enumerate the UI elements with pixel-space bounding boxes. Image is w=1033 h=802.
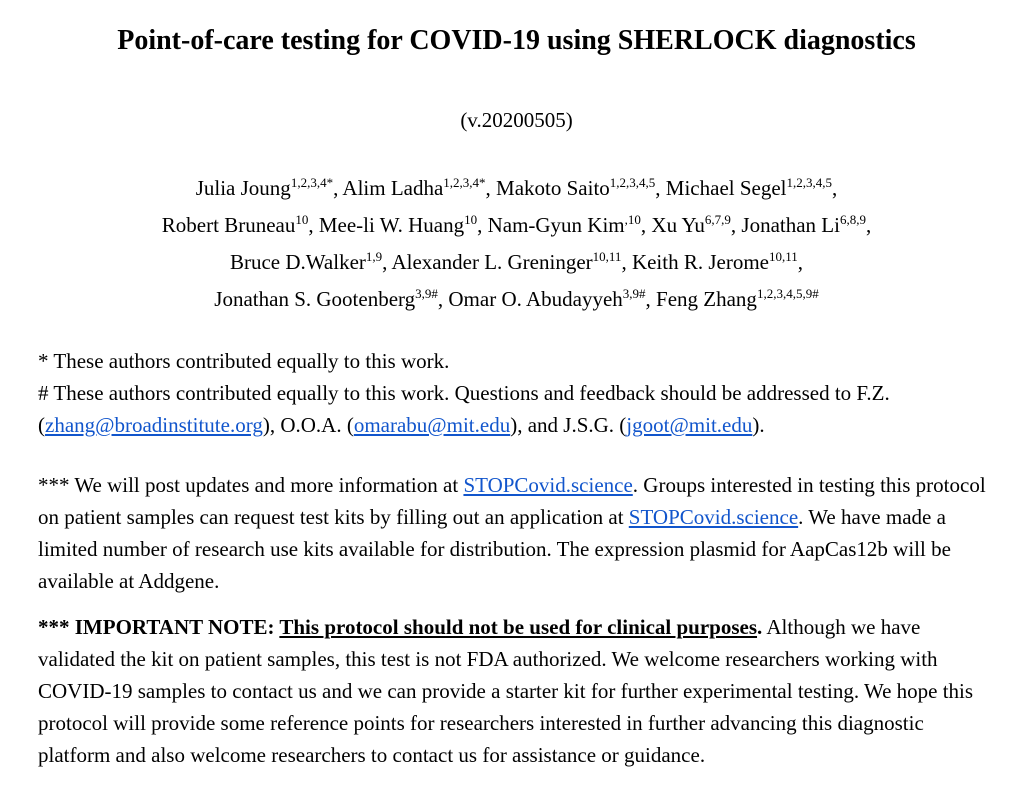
author-block <box>38 170 995 318</box>
author-affiliation-superscript: 1,2,3,4,5,9# <box>756 286 819 301</box>
text-run: . We have made a limited number of research use kits available for distribution. The expression plasmid for AapCas12b will be available at Addgene. <box>38 505 951 593</box>
author-line: Jonathan S. Gootenberg$^{3,9\#}$, Omar O. Abudayyeh$^{3,9\#}$, Feng Zhang$^{1,2,3,4,5,9\#}$ <box>214 286 819 311</box>
stopcovid-science-link-2[interactable]: STOPCovid.science <box>628 505 799 529</box>
author-name: Jonathan Li <box>741 213 840 237</box>
updates-paragraph <box>38 469 995 597</box>
important-note-paragraph <box>38 611 995 771</box>
author-affiliation-superscript: 10,11 <box>592 249 622 264</box>
author-name: Nam-Gyun Kim <box>487 213 625 237</box>
text-run: This protocol should not be used for clinical purposes <box>279 615 758 639</box>
author-name: Makoto Saito <box>496 176 610 200</box>
text-run: Although we have validated the kit on patient samples, this test is not FDA authorized. We welcome researchers working with COVID-19 samples to contact us and we can provide a starter kit for further experimental testing. We hope this protocol will provide some reference points for researchers interested in further advancing this diagnostic platform and also welcome researchers to contact us for assistance or guidance. <box>38 615 974 767</box>
author-affiliation-superscript: 1,2,3,4,5 <box>786 175 833 190</box>
email-link-zhang[interactable]: zhang@broadinstitute.org <box>45 413 263 437</box>
author-name: Bruce D.Walker <box>229 250 366 274</box>
author-affiliation-superscript: 6,7,9 <box>704 212 731 227</box>
author-name: Mee-li W. Huang <box>318 213 465 237</box>
text-run: ), O.O.A. ( <box>262 413 354 437</box>
email-link-omarabu[interactable]: omarabu@mit.edu <box>353 413 511 437</box>
author-affiliation-superscript: 3,9# <box>415 286 438 301</box>
author-name: Michael Segel <box>665 176 787 200</box>
author-affiliation-superscript: 6,8,9 <box>839 212 866 227</box>
footnote-equal-contribution <box>38 345 995 377</box>
author-line: Julia Joung$^{1,2,3,4*}$, Alim Ladha$^{1,2,3,4*}$, Makoto Saito$^{1,2,3,4,5}$, Michael Segel$^{1,2,3,4,5}$, <box>195 175 838 200</box>
document-page <box>0 24 1033 802</box>
author-line: Bruce D.Walker$^{1,9}$, Alexander L. Greninger$^{10,11}$, Keith R. Jerome$^{10,11}$, <box>229 249 804 274</box>
author-affiliation-superscript: 10,11 <box>769 249 798 264</box>
text-run: ), and J.S.G. ( <box>510 413 627 437</box>
text-run: * These authors contributed equally to this work. <box>38 349 450 373</box>
author-affiliation-superscript: 1,2,3,4* <box>290 175 334 190</box>
author-name: Julia Joung <box>195 176 291 200</box>
author-affiliation-superscript: 3,9# <box>622 286 646 301</box>
text-run: . Groups interested in testing this protocol on patient samples can request test kits by filling out an application at <box>38 473 986 529</box>
author-name: Keith R. Jerome <box>631 250 769 274</box>
footnote-correspondence <box>38 377 995 441</box>
author-name: Xu Yu <box>651 213 705 237</box>
author-affiliation-superscript: 10 <box>464 212 478 227</box>
author-name: Alim Ladha <box>342 176 444 200</box>
email-link-jgoot[interactable]: jgoot@mit.edu <box>626 413 753 437</box>
author-line: Robert Bruneau$^{10}$, Mee-li W. Huang$^{10}$, Nam-Gyun Kim$^{,10}$, Xu Yu$^{6,7,9}$, Jonathan Li$^{6,8,9}$, <box>161 212 872 237</box>
text-run: *** We will post updates and more information at <box>38 473 464 497</box>
text-run: # These authors contributed equally to this work. Questions and feedback should be addressed to F.Z. ( <box>38 381 890 437</box>
author-affiliation-superscript: ,10 <box>624 212 641 227</box>
text-run: *** IMPORTANT NOTE: <box>38 615 280 639</box>
version-label: (v.20200505) <box>460 108 573 132</box>
author-name: Omar O. Abudayyeh <box>448 287 623 311</box>
stopcovid-science-link-1[interactable]: STOPCovid.science <box>463 473 633 497</box>
author-name: Robert Bruneau <box>161 213 296 237</box>
author-affiliation-superscript: 1,9 <box>365 249 383 264</box>
author-name: Jonathan S. Gootenberg <box>214 287 416 311</box>
text-run: . <box>757 615 763 639</box>
author-name: Alexander L. Greninger <box>391 250 593 274</box>
author-affiliation-superscript: 10 <box>295 212 309 227</box>
author-name: Feng Zhang <box>656 287 757 311</box>
body-paragraphs <box>38 345 995 771</box>
document-title: Point-of-care testing for COVID-19 using SHERLOCK diagnostics <box>117 25 916 56</box>
text-run: ). <box>752 413 765 437</box>
author-affiliation-superscript: 1,2,3,4,5 <box>609 175 656 190</box>
author-affiliation-superscript: 1,2,3,4* <box>443 175 486 190</box>
